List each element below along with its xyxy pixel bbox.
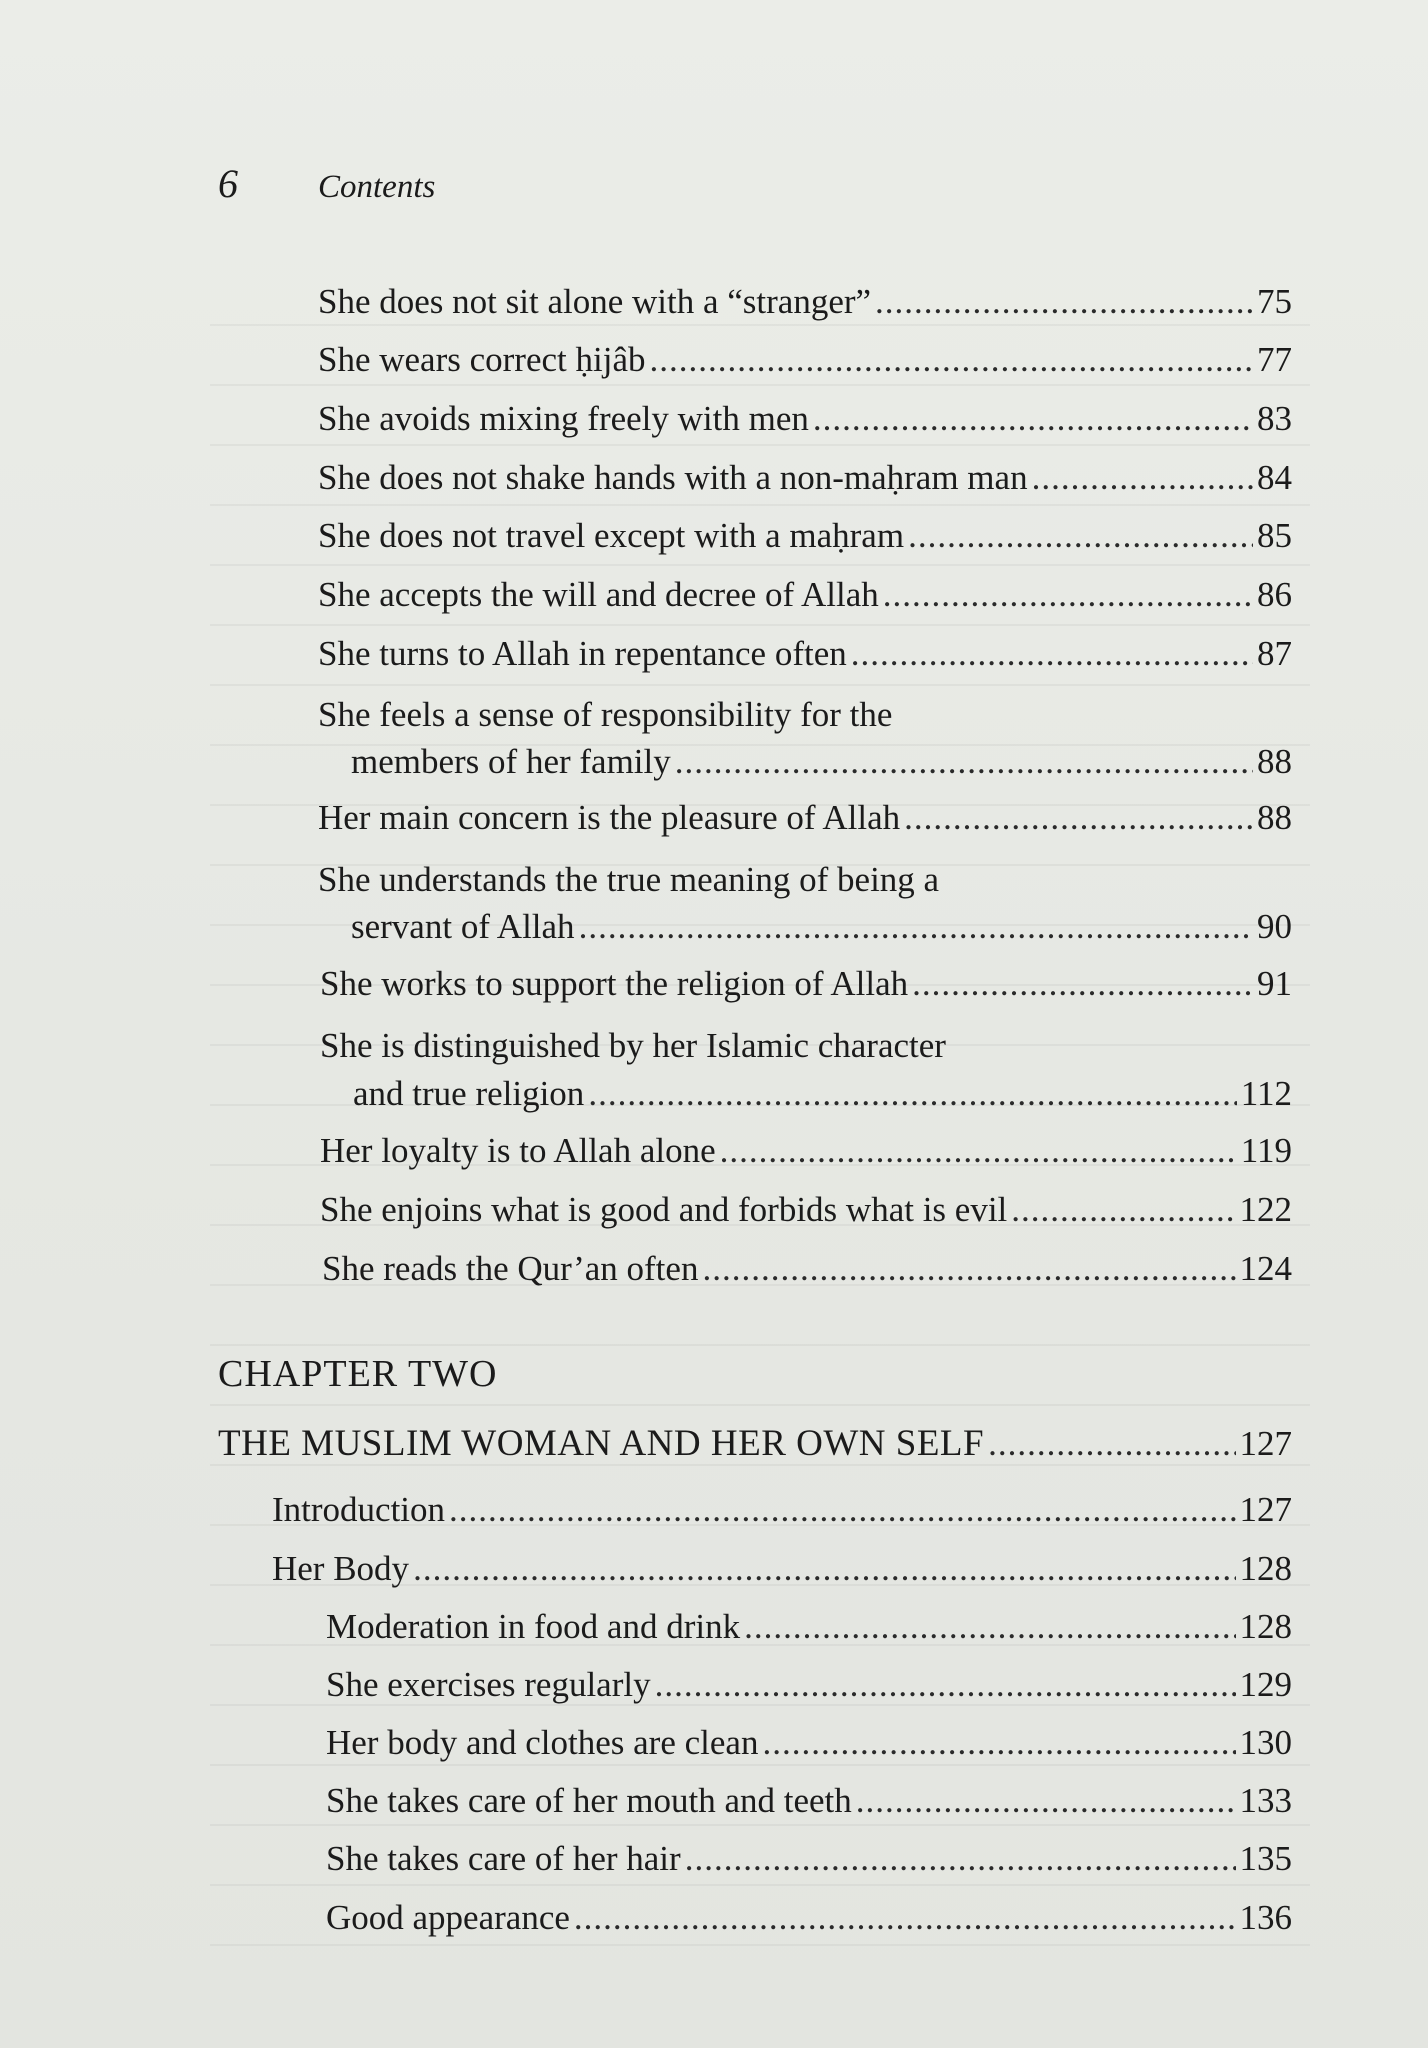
entry-page: 133 (1239, 1781, 1292, 1820)
dot-leader (851, 634, 1253, 674)
entry-page: 127 (1239, 1490, 1292, 1529)
toc-subsection (326, 1839, 1292, 1879)
toc-entry (351, 907, 1292, 947)
dot-leader (588, 1074, 1236, 1114)
entry-page: 84 (1257, 458, 1292, 497)
entry-title: She turns to Allah in repentance often (318, 634, 847, 673)
entry-page: 86 (1257, 575, 1292, 614)
toc-subsection (326, 1781, 1292, 1821)
entry-title: She understands the true meaning of being a (318, 860, 940, 899)
dot-leader (856, 1781, 1236, 1821)
dot-leader (720, 1131, 1237, 1171)
dot-leader (883, 575, 1253, 615)
toc-subsection (326, 1665, 1292, 1705)
entry-title: She avoids mixing freely with men (318, 399, 809, 438)
dot-leader (655, 1665, 1236, 1705)
entry-page: 88 (1257, 742, 1292, 781)
entry-title-continuation: members of her family (351, 742, 671, 781)
toc-subsection (326, 1723, 1292, 1763)
entry-title: She feels a sense of responsibility for the (318, 695, 893, 734)
section-title: Her Body (272, 1549, 410, 1588)
dot-leader (574, 1898, 1236, 1938)
entry-page: 128 (1239, 1549, 1292, 1588)
page-number: 6 (218, 161, 238, 206)
entry-title: She does not shake hands with a non-maḥram man (318, 458, 1028, 497)
subsection-title: Moderation in food and drink (326, 1607, 741, 1646)
entry-page: 136 (1239, 1898, 1292, 1937)
entry-page: 77 (1257, 340, 1292, 379)
entry-page: 128 (1239, 1607, 1292, 1646)
entry-title: She enjoins what is good and forbids what is evil (320, 1190, 1008, 1229)
entry-page: 112 (1240, 1074, 1292, 1113)
entry-page: 122 (1239, 1190, 1292, 1229)
entry-page: 119 (1240, 1131, 1292, 1170)
entry-page: 75 (1257, 282, 1292, 321)
toc-entry (318, 458, 1292, 498)
dot-leader (579, 907, 1253, 947)
entry-title: Her main concern is the pleasure of Allah (318, 798, 901, 837)
chapter-title: THE MUSLIM WOMAN AND HER OWN SELF (218, 1423, 985, 1464)
entry-page: 91 (1257, 964, 1292, 1003)
toc-entry (320, 1190, 1292, 1230)
dot-leader (813, 399, 1253, 439)
chapter-title-entry (218, 1422, 1292, 1465)
entry-title: She does not travel except with a maḥram (318, 516, 905, 555)
dot-leader (413, 1549, 1235, 1589)
section-title: Introduction (272, 1490, 446, 1529)
page-header (218, 160, 435, 207)
subsection-title: She takes care of her mouth and teeth (326, 1781, 852, 1820)
toc-subsection (326, 1607, 1292, 1647)
dot-leader (449, 1490, 1235, 1530)
dot-leader (1032, 458, 1253, 498)
dot-leader (988, 1424, 1235, 1464)
dot-leader (744, 1607, 1235, 1647)
dot-leader (675, 742, 1253, 782)
dot-leader (1011, 1190, 1235, 1230)
dot-leader (904, 798, 1253, 838)
toc-entry (318, 516, 1292, 556)
entry-title-continuation: servant of Allah (351, 907, 575, 946)
entry-title: She accepts the will and decree of Allah (318, 575, 879, 614)
toc-entry (318, 575, 1292, 615)
entry-title: She works to support the religion of Allah (320, 964, 909, 1003)
entry-page: 124 (1239, 1249, 1292, 1288)
entry-page: 90 (1257, 907, 1292, 946)
chapter-label: CHAPTER TWO (218, 1353, 498, 1395)
toc-section (272, 1549, 1292, 1589)
toc-entry (351, 742, 1292, 782)
dot-leader (908, 516, 1253, 556)
dot-leader (875, 282, 1253, 322)
toc-entry (318, 340, 1292, 380)
toc-entry (318, 798, 1292, 838)
toc-subsection (326, 1898, 1292, 1938)
entry-title: She reads the Qur’an often (322, 1249, 699, 1288)
dot-leader (762, 1723, 1235, 1763)
entry-page: 85 (1257, 516, 1292, 555)
dot-leader (650, 340, 1254, 380)
toc-section (272, 1490, 1292, 1530)
toc-entry (318, 282, 1292, 322)
toc-entry (318, 399, 1292, 439)
entry-page: 130 (1239, 1723, 1292, 1762)
entry-page: 83 (1257, 399, 1292, 438)
toc-entry (318, 634, 1292, 674)
subsection-title: Good appearance (326, 1898, 570, 1937)
entry-title: She is distinguished by her Islamic character (320, 1026, 946, 1065)
running-title: Contents (318, 169, 436, 205)
entry-title: She does not sit alone with a “stranger” (318, 282, 872, 321)
toc-entry (320, 964, 1292, 1004)
subsection-title: She takes care of her hair (326, 1839, 681, 1878)
entry-page: 135 (1239, 1839, 1292, 1878)
dot-leader (685, 1839, 1236, 1879)
entry-page: 87 (1257, 634, 1292, 673)
dot-leader (912, 964, 1253, 1004)
toc-entry (322, 1249, 1292, 1289)
entry-page: 129 (1239, 1665, 1292, 1704)
toc-entry (353, 1074, 1292, 1114)
entry-page: 127 (1239, 1424, 1292, 1463)
subsection-title: Her body and clothes are clean (326, 1723, 759, 1762)
toc-entry (320, 1131, 1292, 1171)
entry-title: She wears correct ḥijâb (318, 340, 646, 379)
entry-title-continuation: and true religion (353, 1074, 585, 1113)
dot-leader (702, 1249, 1235, 1289)
entry-page: 88 (1257, 798, 1292, 837)
subsection-title: She exercises regularly (326, 1665, 651, 1704)
entry-title: Her loyalty is to Allah alone (320, 1131, 716, 1170)
